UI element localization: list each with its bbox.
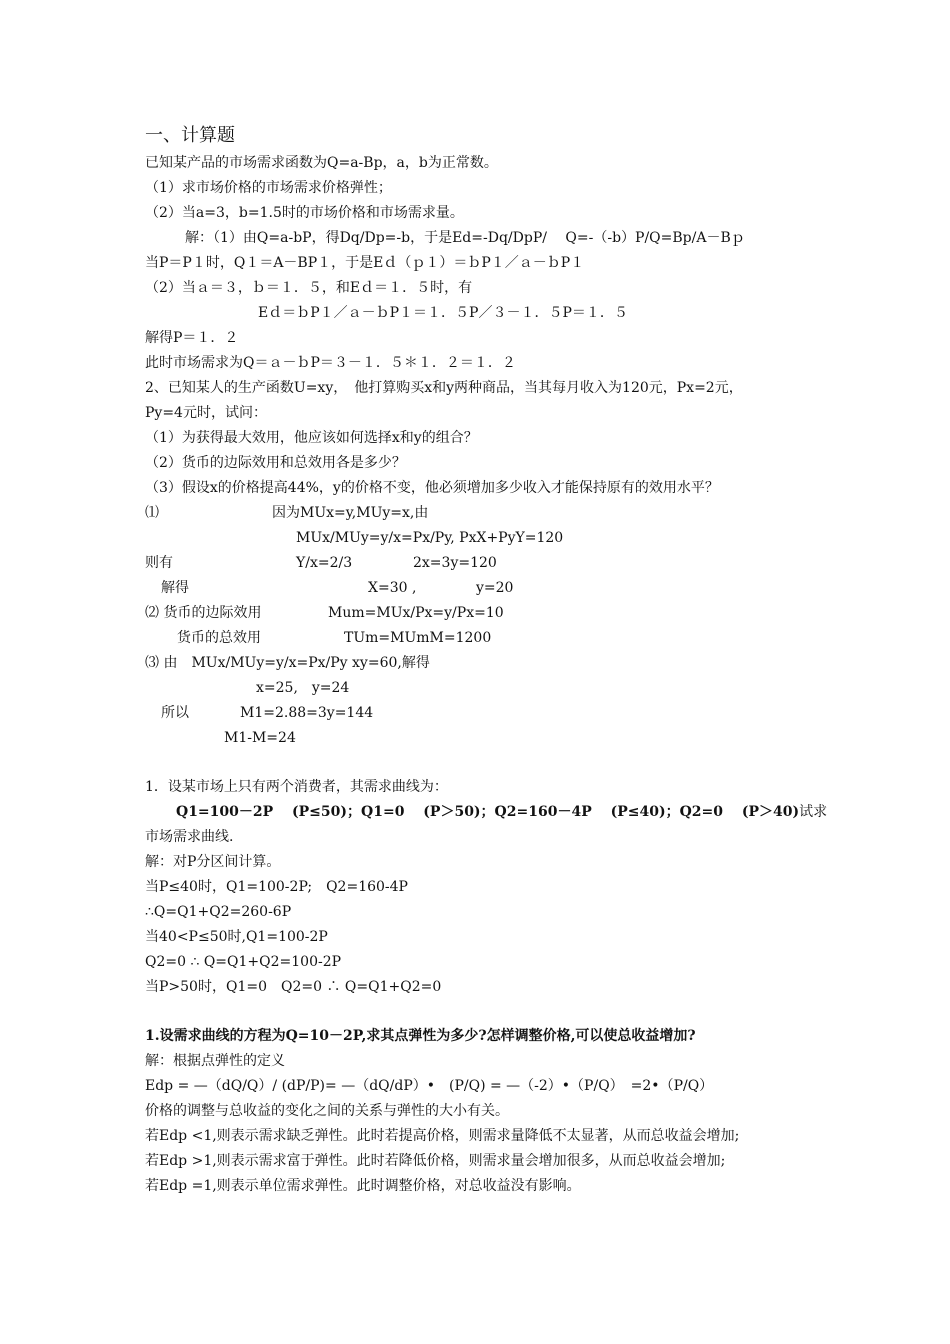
p2-step2-total-label: 货币的总效用	[177, 630, 261, 646]
p4-solution-line3: 价格的调整与总收益的变化之间的关系与弹性的大小有关。	[145, 1103, 509, 1119]
p1-question-part1: （1）求市场价格的市场需求价格弹性；	[145, 180, 392, 196]
p2-step3-m1: M1=2.88=3y=144	[240, 705, 374, 721]
p1-question: 已知某产品的市场需求函数为Q=a-Bp，a，b为正常数。	[145, 155, 498, 171]
p2-question-part1: （1）为获得最大效用，他应该如何选择x和y的组合？	[145, 430, 478, 446]
p1-solution-line5: 解得P＝１．２	[145, 330, 239, 346]
p2-step3-result: x=25, y=24	[256, 680, 350, 696]
p4-solution-line5: 若Edp >1,则表示需求富于弹性。此时若降低价格，则需求量会增加很多，从而总收益会增加;	[145, 1153, 726, 1169]
p3-solution-line4: 当40<P≤50时,Q1=100-2P	[145, 929, 328, 945]
p2-step1-ratio: Y/x=2/3	[296, 555, 353, 571]
p2-step2-value: Mum=MUx/Px=y/Px=10	[328, 605, 504, 621]
p2-step3-diff: M1-M=24	[224, 730, 296, 746]
p3-solution-line1: 解：对P分区间计算。	[145, 854, 281, 870]
p3-question-b-tail: 试求	[799, 804, 828, 820]
p4-solution-line2: Edp = —（dQ/Q）/ (dP/P)= —（dQ/dP）• (P/Q) = —（-2）•（P/Q） =2•（P/Q）	[145, 1078, 714, 1094]
p2-step1-budget: 2x=3y=120	[413, 555, 497, 571]
p2-question-part3: （3）假设x的价格提高44%，y的价格不变，他必须增加多少收入才能保持原有的效用水平？	[145, 480, 719, 496]
p3-solution-line5: Q2=0 ∴ Q=Q1+Q2=100-2P	[145, 954, 342, 970]
p2-step1-equations: MUx/MUy=y/x=Px/Py, PxX+PyY=120	[296, 530, 564, 546]
p2-step3-therefore: 所以	[161, 705, 189, 721]
p3-question-b	[176, 802, 827, 822]
p4-solution-line1: 解：根据点弹性的定义	[145, 1053, 285, 1069]
p2-step1-number: ⑴	[145, 505, 159, 521]
p2-question-b: Py=4元时，试问：	[145, 405, 267, 421]
section-heading: 一、计算题	[145, 125, 235, 146]
p4-question: 1.设需求曲线的方程为Q=10－2P,求其点弹性为多少?怎样调整价格,可以使总收益增加?	[145, 1028, 696, 1044]
p3-solution-line6: 当P>50时，Q1=0 Q2=0 ∴ Q=Q1+Q2=0	[145, 979, 442, 995]
p2-question-part2: （2）货币的边际效用和总效用各是多少？	[145, 455, 406, 471]
p2-step1-y: y=20	[476, 580, 514, 596]
p2-step2-label: ⑵ 货币的边际效用	[145, 605, 262, 621]
p2-step3-text: ⑶ 由 MUx/MUy=y/x=Px/Py xy=60,解得	[145, 655, 430, 671]
p3-solution-line2: 当P≤40时，Q1=100-2P; Q2=160-4P	[145, 879, 408, 895]
p1-question-part2: （2）当a=3，b=1.5时的市场价格和市场需求量。	[145, 205, 464, 221]
p1-solution-line6: 此时市场需求为Q＝ａ－ｂP＝３－１．５＊１．２＝１．２	[145, 355, 516, 371]
p3-question-c: 市场需求曲线.	[145, 829, 234, 845]
p2-step1-solve: 解得	[161, 580, 189, 596]
p4-solution-line4: 若Edp <1,则表示需求缺乏弹性。此时若提高价格，则需求量降低不太显著，从而总收益会增加;	[145, 1128, 740, 1144]
p1-solution-line3: （2）当ａ＝３，ｂ＝１．５，和Eｄ＝１．５时，有	[145, 280, 473, 296]
p3-demand-curves: Q1=100－2P (P≤50)；Q1=0 (P＞50)；Q2=160－4P (P≤40)；Q2=0 (P＞40)	[176, 804, 800, 820]
p4-solution-line6: 若Edp =1,则表示单位需求弹性。此时调整价格，对总收益没有影响。	[145, 1178, 581, 1194]
p2-step2-total-value: TUm=MUmM=1200	[344, 630, 492, 646]
p2-question-a: 2、已知某人的生产函数U=xy， 他打算购买x和y两种商品，当其每月收入为120元，Px=2元，	[145, 380, 743, 396]
p1-solution-line2: 当P＝P１时，Q１＝A－BP１，于是Eｄ（ｐ１）＝ｂP１／ａ－ｂP１	[145, 255, 585, 271]
p1-solution-line4: Eｄ＝ｂP１／ａ－ｂP１＝１．５P／３－１．５P＝１．５	[258, 305, 628, 321]
p2-step1-then: 则有	[145, 555, 173, 571]
p3-solution-line3: ∴Q=Q1+Q2=260-6P	[145, 904, 292, 920]
p1-solution-line1: 解：（1）由Q=a-bP，得Dq/Dp=-b，于是Ed=-Dq/DpP/ Q=-（-b）P/Q=Bp/A－Bｐ	[185, 230, 745, 246]
p3-question-a: 1．设某市场上只有两个消费者，其需求曲线为：	[145, 779, 448, 795]
p2-step1-x: X=30 ,	[368, 580, 417, 596]
p2-step1-text: 因为MUx=y,MUy=x,由	[272, 505, 429, 521]
